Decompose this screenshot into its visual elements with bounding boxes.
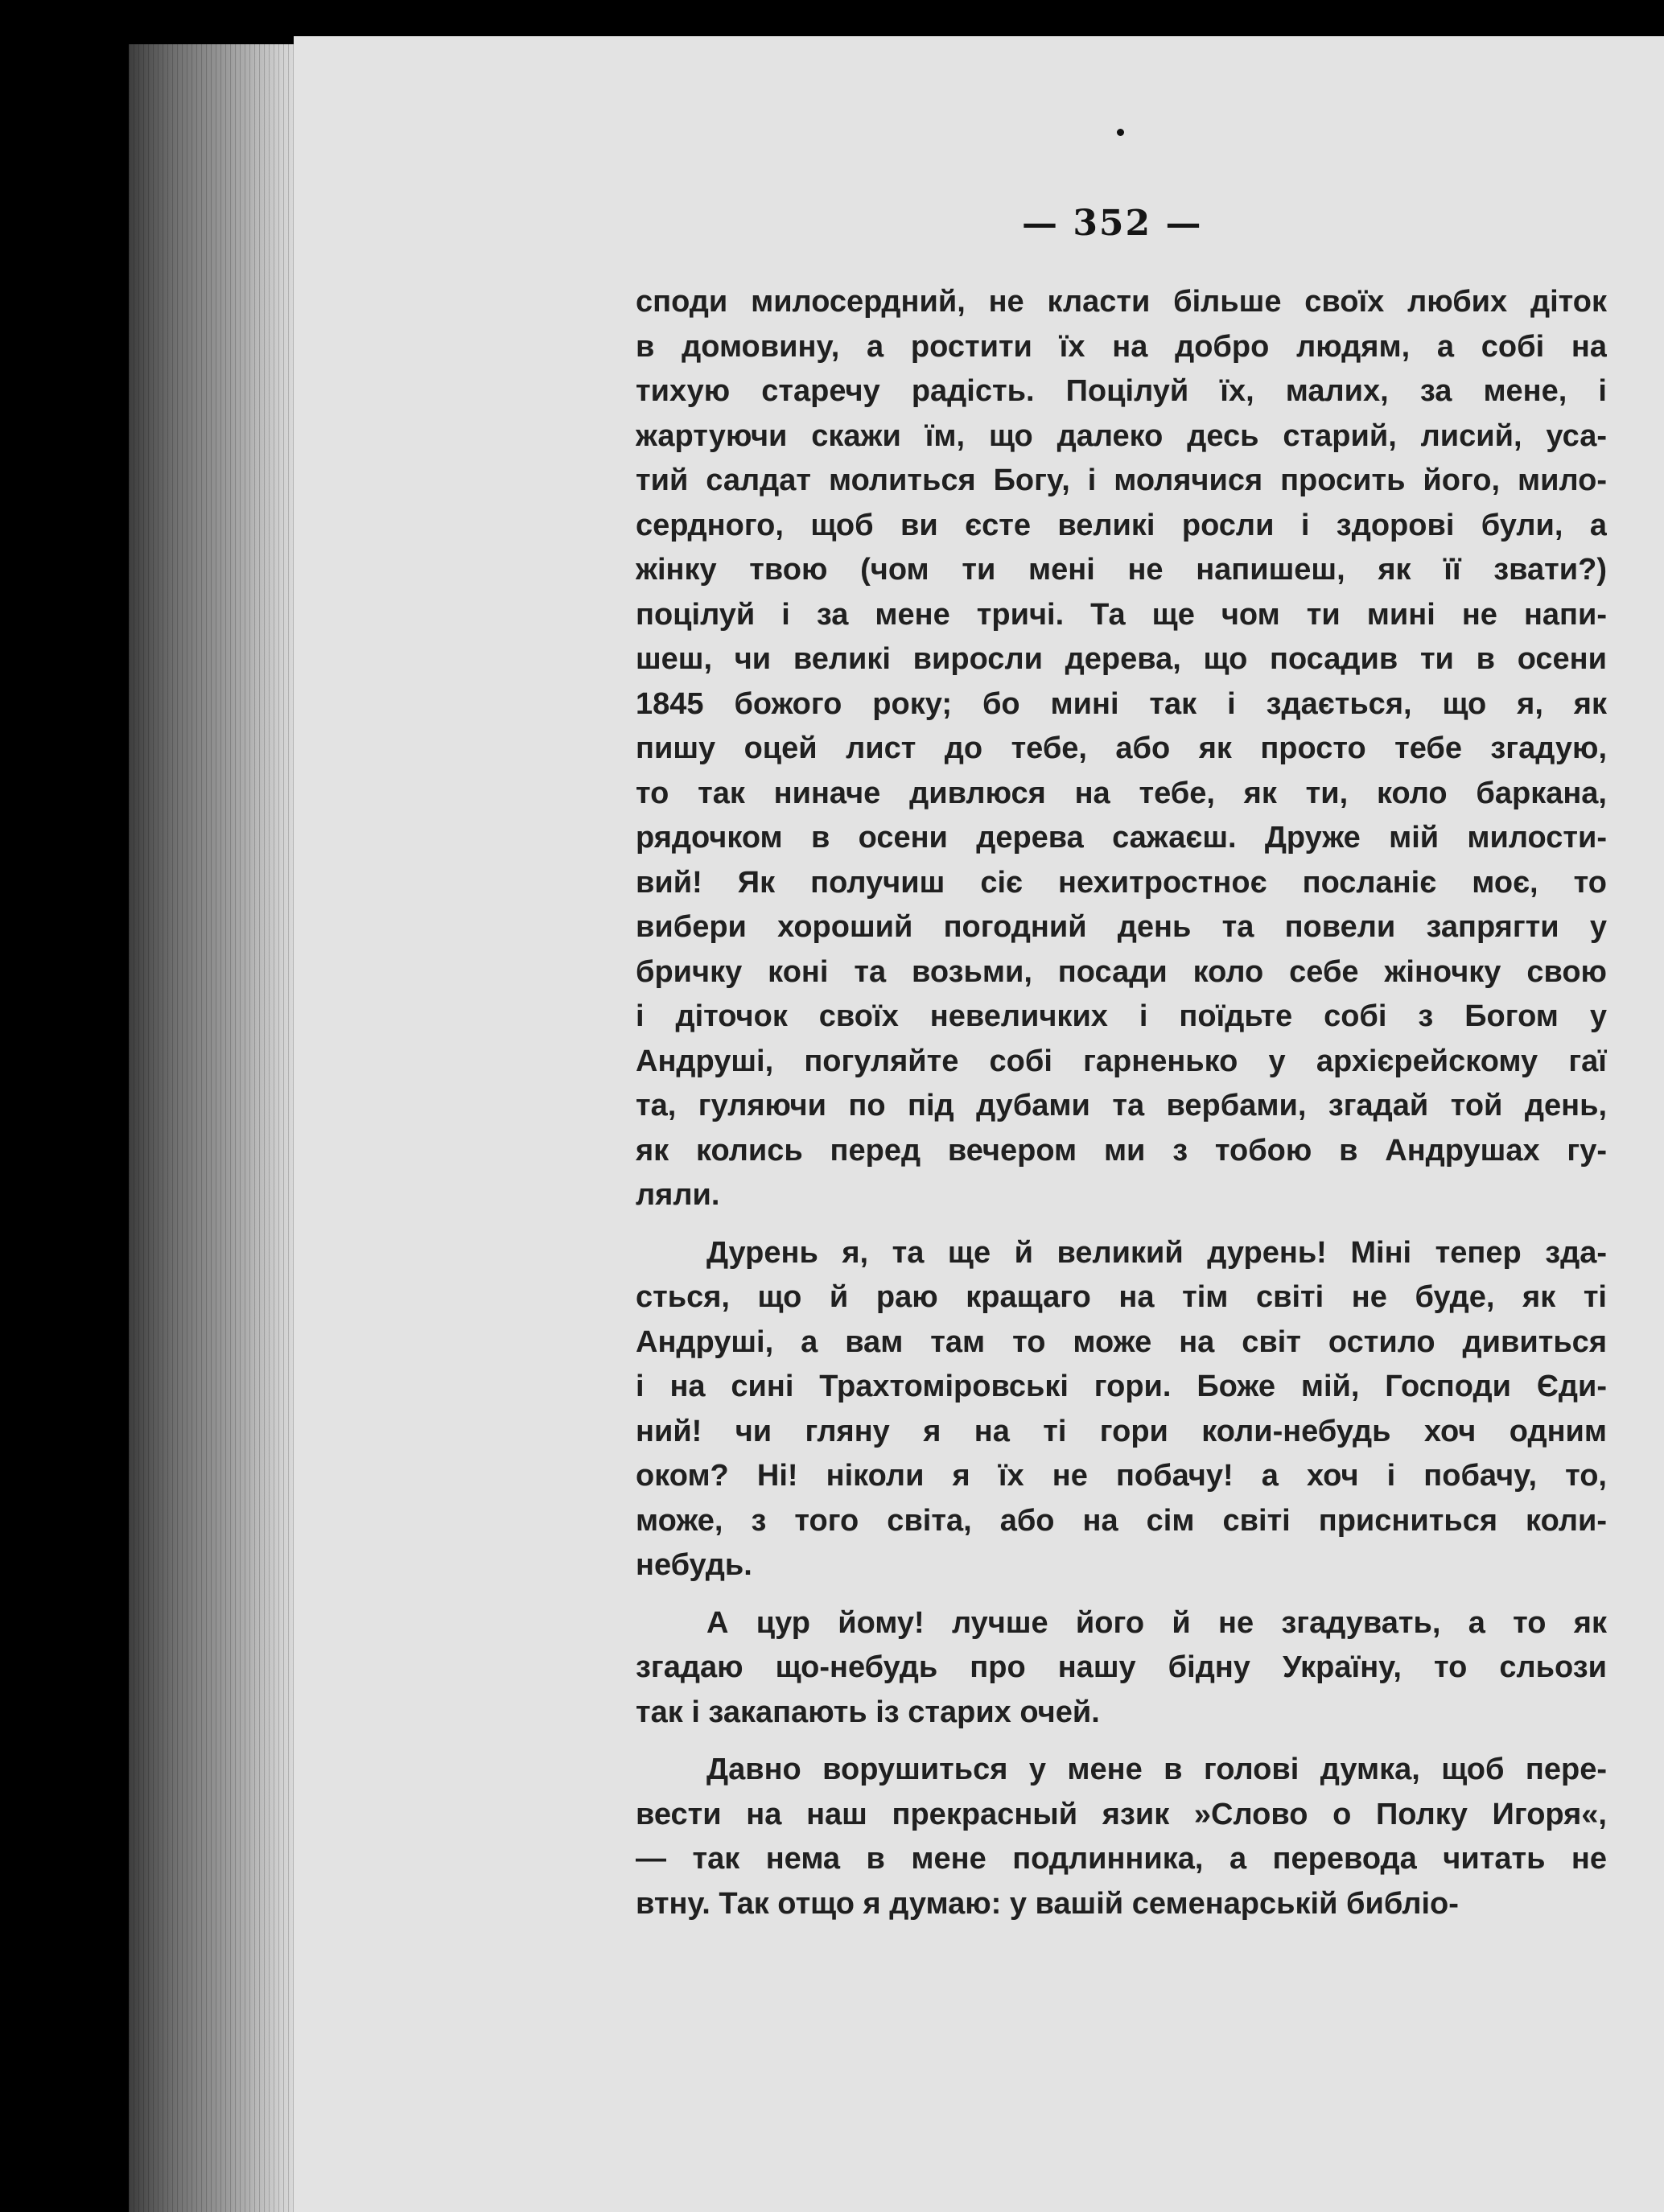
text-line: рядочком в осени дерева сажаєш. Друже мій милости- [636, 821, 1607, 855]
text-line: в домовину, а ростити їх на добро людям, а собі на [636, 329, 1607, 364]
paragraph-gap [636, 1218, 1607, 1231]
text-line: — так нема в мене подлинника, а перевода читать не [636, 1842, 1607, 1876]
text-line: Давно ворушиться у мене в голові думка, щоб пере- [706, 1753, 1607, 1786]
text-line: А цур йому! лучше його й не згадувать, а то як [706, 1605, 1607, 1640]
text-line: жінку твою (чом ти мені не напишеш, як її звати?) [636, 553, 1607, 587]
text-line: та, гуляючи по під дубами та вербами, згадай той день, [636, 1089, 1607, 1122]
text-line: і діточок своїх невеличких і поїдьте собі з Богом у [636, 999, 1607, 1033]
text-line: тий салдат молиться Богу, і молячися просить його, мило- [636, 463, 1607, 497]
text-line: пишу оцей лист до тебе, або як просто тебе згадую, [636, 731, 1607, 765]
text-line: оком? Ні! ніколи я їх не побачу! а хоч і побачу, то, [636, 1459, 1607, 1493]
text-line: сердного, щоб ви єсте великі росли і здорові були, а [636, 508, 1607, 542]
text-line: тихую старечу радість. Поцілуй їх, малих, за мене, і [636, 374, 1607, 408]
page-edge-lines [129, 44, 306, 2212]
book-page-edges [129, 44, 306, 2212]
paragraph-gap [636, 1588, 1607, 1601]
page-number: — 352 — [1022, 203, 1203, 244]
text-line: вий! Як получиш сіє нехитростноє посланіє моє, то [636, 865, 1607, 900]
text-line: вести на наш прекрасный язик »Слово о Полку Игоря«, [636, 1797, 1607, 1831]
text-line: поцілуй і за мене тричі. Та ще чом ти мині не напи- [636, 597, 1607, 632]
text-line: і на сині Трахтоміровські гори. Боже мій, Господи Єди- [636, 1370, 1607, 1403]
text-line: то так ниначе дивлюся на тебе, як ти, коло баркана, [636, 776, 1607, 810]
text-line: ляли. [636, 1178, 720, 1212]
text-line: як колись перед вечером ми з тобою в Андрушах гу- [636, 1133, 1607, 1168]
text-line: втну. Так отщо я думаю: у вашій семенарській библіо- [636, 1886, 1459, 1921]
text-line: згадаю що-небудь про нашу бідну Україну, то сльози [636, 1650, 1607, 1684]
text-line: Андруші, а вам там то може на світ остило дивиться [636, 1324, 1607, 1359]
text-line: жартуючи скажи їм, що далеко десь старий, лисий, уса- [636, 418, 1607, 453]
ink-speck [1117, 129, 1124, 136]
text-line: бричку коні та возьми, посади коло себе жіночку свою [636, 954, 1607, 989]
page-text [636, 280, 1607, 1926]
text-line: вибери хороший погодний день та повели запрягти у [636, 910, 1607, 944]
text-line: ний! чи гляну я на ті гори коли-небудь хоч одним [636, 1414, 1607, 1448]
text-line: споди милосердний, не класти більше своїх любих діток [636, 285, 1607, 319]
text-line: Андруші, погуляйте собі гарненько у архієрейскому гаї [636, 1044, 1607, 1078]
text-line: сться, що й раю кращаго на тім світі не буде, як ті [636, 1280, 1607, 1314]
paragraph-gap [636, 1735, 1607, 1748]
text-line: 1845 божого року; бо мині так і здається, що я, як [636, 686, 1607, 721]
text-line: шеш, чи великі виросли дерева, що посадив ти в осени [636, 642, 1607, 676]
text-line: Дурень я, та ще й великий дурень! Міні тепер зда- [706, 1235, 1607, 1270]
text-line: так і закапають із старих очей. [636, 1695, 1100, 1729]
text-line: небудь. [636, 1548, 752, 1582]
text-line: може, з того світа, або на сім світі присниться коли- [636, 1503, 1607, 1538]
